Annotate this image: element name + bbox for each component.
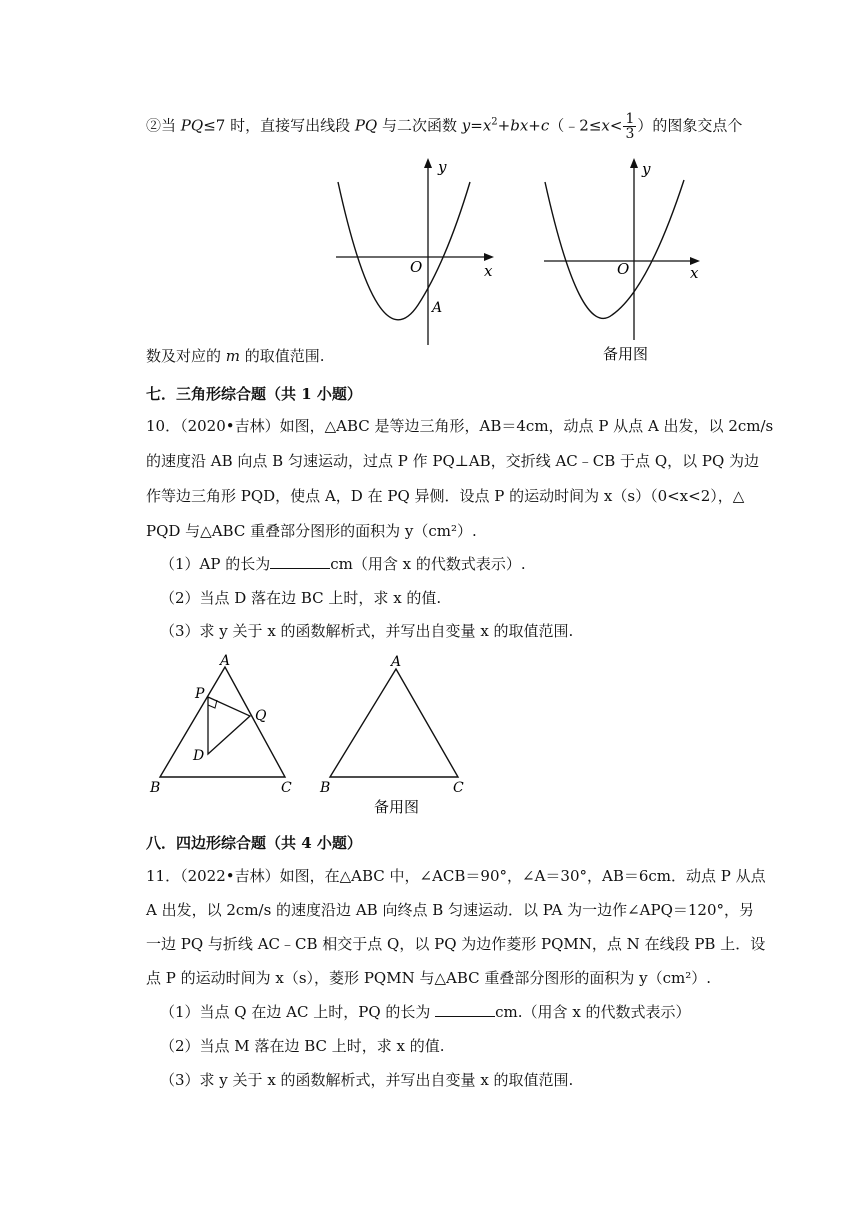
label-C: C [281,780,292,796]
label-B-spare: B [320,780,331,796]
q11-part-3: （3）求 y 关于 x 的函数解析式，并写出自变量 x 的取值范围. [160,1071,574,1089]
q11-line-3: 一边 PQ 与折线 AC﹣CB 相交于点 Q，以 PQ 为边作菱形 PQMN，点 N 在线段 PB 上．设 [146,935,766,953]
label-a-1: A [432,300,443,316]
triangle-pqd [208,697,250,754]
label-A-spare: A [391,654,402,670]
q10-part-1: （1）AP 的长为 cm（用含 x 的代数式表示）. [160,555,526,573]
label-x-1: x [484,262,493,280]
label-B: B [150,780,161,796]
q11-line-2: A 出发，以 2cm/s 的速度沿边 AB 向终点 B 匀速运动．以 PA 为一边作∠APQ＝120°，另 [146,901,755,919]
label-D: D [193,748,205,764]
label-y-2: y [642,160,651,178]
triangle-figure-spare [319,654,464,816]
q10-part-3: （3）求 y 关于 x 的函数解析式，并写出自变量 x 的取值范围. [160,622,574,640]
q9-part2-continuation: 数及对应的 m 的取值范围. [146,347,325,365]
label-x-2: x [690,264,699,282]
right-angle-mark [208,700,217,708]
q11-part-2: （2）当点 M 落在边 BC 上时，求 x 的值. [160,1037,445,1055]
label-C-spare: C [453,780,464,796]
label-o-1: O [410,258,423,276]
q9-part2-line: ②当 PQ≤7 时，直接写出线段 PQ 与二次函数 $y=x^2+bx+c(﹣2\le x<$ $\frac{1}{3}$ ）的图象交点个 [146,111,743,142]
spare-figure-caption-2: 备用图 [374,798,420,816]
q11-line-4: 点 P 的运动时间为 x（s），菱形 PQMN 与△ABC 重叠部分图形的面积为 y（cm²）. [146,969,712,987]
label-Q: Q [255,708,267,724]
q10-part-2: （2）当点 D 落在边 BC 上时，求 x 的值. [160,589,442,607]
q11-part-1: （1）当点 Q 在边 AC 上时，PQ 的长为 cm.（用含 x 的代数式表示） [160,1003,691,1021]
fraction-one-third: $\frac{1}{3}$ [625,111,635,142]
label-P: P [195,686,205,702]
label-A: A [220,653,231,669]
q10-line-3: 作等边三角形 PQD，使点 A，D 在 PQ 异侧．设点 P 的运动时间为 x（s）（0<x<2），△ [146,487,745,505]
label-y-1: y [438,158,447,176]
section-7-heading: 七．三角形综合题（共 1 小题） [146,385,362,403]
spare-figure-caption-1: 备用图 [603,345,649,363]
q11-line-1: 11．（2022•吉林）如图，在△ABC 中，∠ACB＝90°，∠A＝30°，AB＝6cm．动点 P 从点 [146,867,766,885]
section-8-heading: 八．四边形综合题（共 4 小题） [146,834,362,852]
label-o-2: O [617,260,630,278]
triangle-abc-spare [330,669,458,777]
triangle-figure-main [149,653,292,796]
answer-blank [435,1002,495,1017]
circled-number: ② [146,116,162,135]
q10-line-4: PQD 与△ABC 重叠部分图形的面积为 y（cm²）. [146,522,477,540]
q10-line-1: 10．（2020•吉林）如图，△ABC 是等边三角形，AB＝4cm，动点 P 从点 A 出发，以 2cm/s [146,417,774,435]
q10-line-2: 的速度沿 AB 向点 B 匀速运动，过点 P 作 PQ⊥AB，交折线 AC﹣CB 于点 Q，以 PQ 为边 [146,452,760,470]
